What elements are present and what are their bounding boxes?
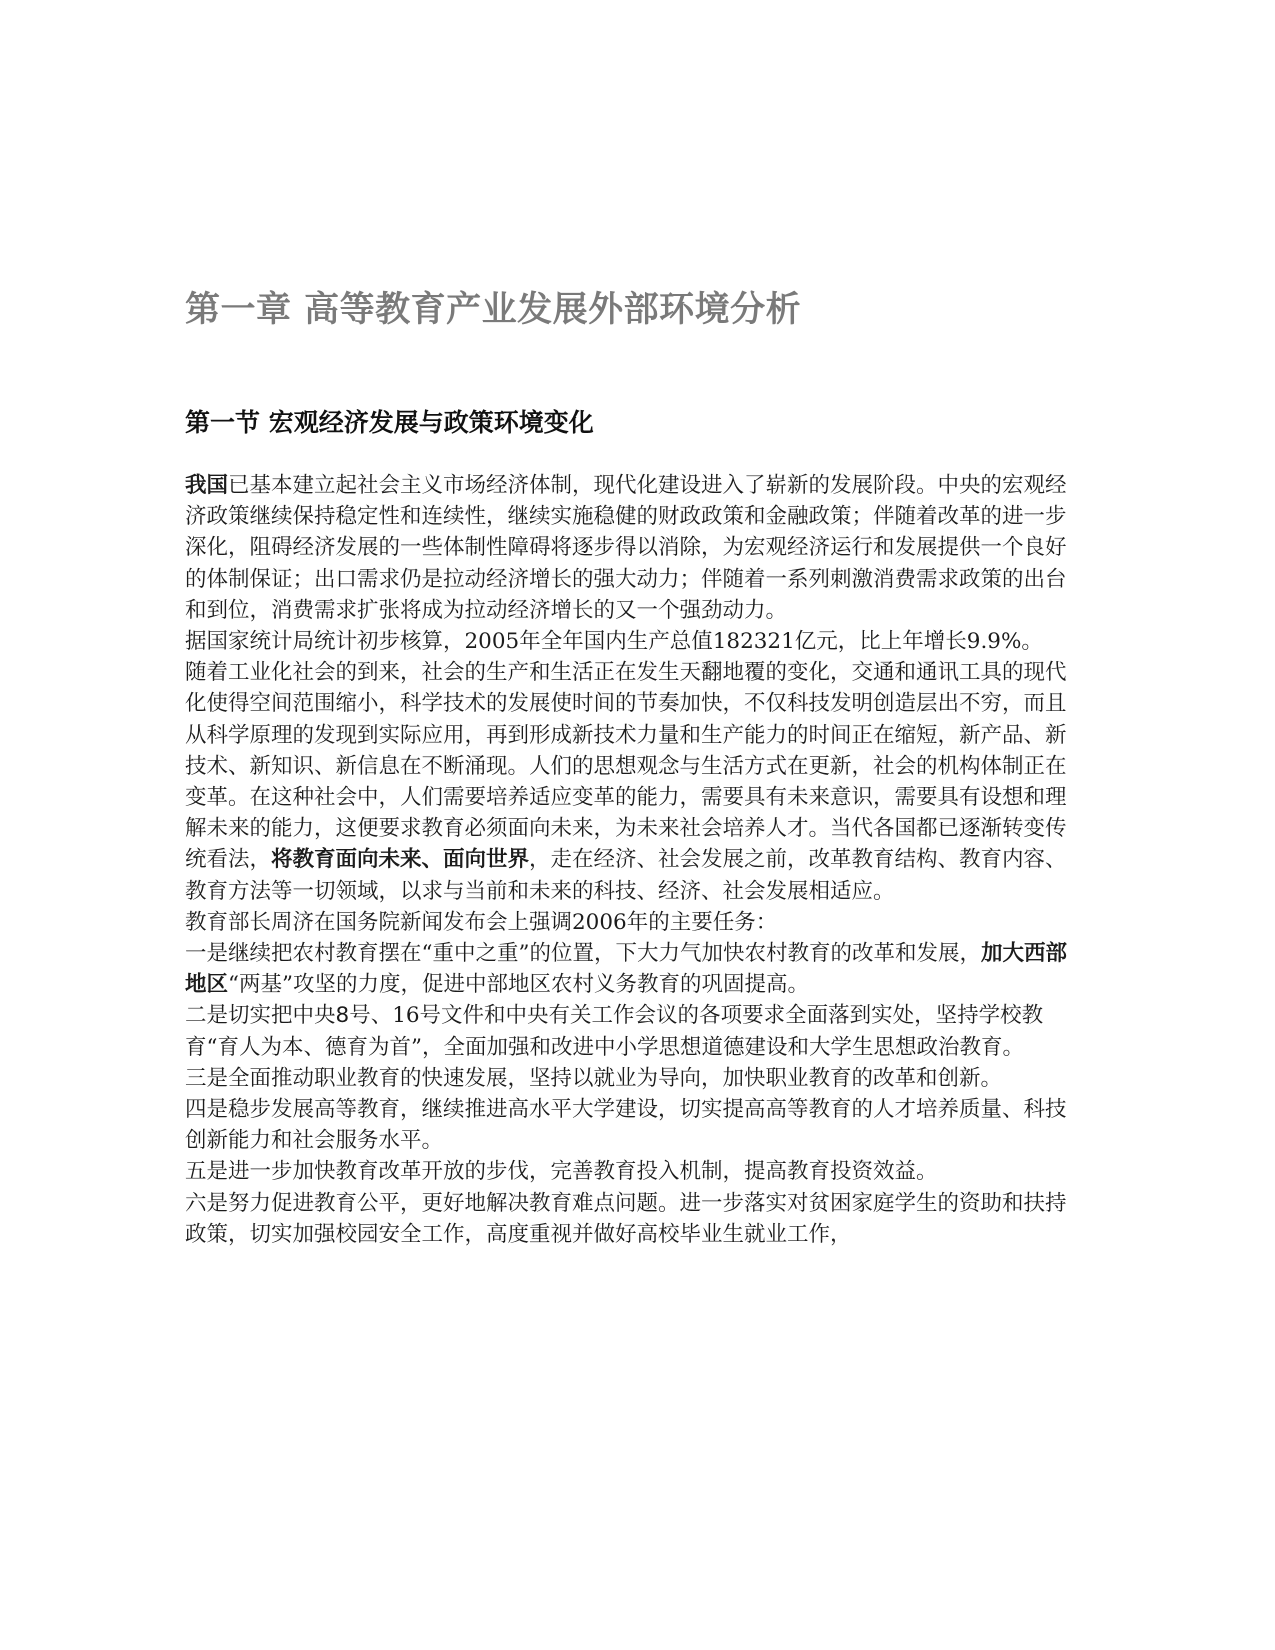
paragraph-text: 一是继续把农村教育摆在“重中之重”的位置，下大力气加快农村教育的改革和发展， — [185, 941, 981, 967]
task-item-1 — [185, 938, 1085, 1000]
task-item-5: 五是进一步加快教育改革开放的步伐，完善教育投入机制，提高教育投资效益。 — [185, 1159, 938, 1185]
paragraph-text: ，走在经济、社会发展之前，改革教育结构、教育内容、教育方法等一切领域，以求与当前和未来的科技、经济、社会发展相适应。 — [185, 847, 1067, 904]
paragraph-text: 二是切实把中央 — [185, 1003, 336, 1029]
task-item-6: 六是努力促进教育公平，更好地解决教育难点问题。进一步落实对贫困家庭学生的资助和扶持政策，切实加强校园安全工作，高度重视并做好高校毕业生就业工作， — [185, 1190, 1067, 1247]
paragraph-gdp: 据国家统计局统计初步核算，2005年全年国内生产总值182321亿元，比上年增长9.9%。 — [185, 629, 1043, 655]
paragraph-tasks-intro: 教育部长周济在国务院新闻发布会上强调2006年的主要任务： — [185, 909, 778, 935]
paragraph-text: 已基本建立起社会主义市场经济体制，现代化建设进入了崭新的发展阶段。中央的宏观经济政策继续保持稳定性和连续性，继续实施稳健的财政政策和金融政策；伴随着改革的进一步深化，阻碍经济发展的一些体制性障碍将逐步得以消除，为宏观经济运行和发展提供一个良好的体制保证；出口需求仍是拉动经济增长的强大动力；伴随着一系列刺激消费需求政策的出台和到位，消费需求扩张将成为拉动经济增长的又一个强劲动力。 — [185, 473, 1067, 623]
paragraph-economy — [185, 470, 1085, 626]
paragraph-industrialization — [185, 657, 1085, 907]
section-title: 第一节 宏观经济发展与政策环境变化 — [185, 408, 594, 437]
paragraph-text: 、16号文件和中央有关工作会议的各项要求全面落到实处，坚持学校教育“育人为本、德育为首”，全面加强和改进中小学思想道德建设和大学生思想政治教育。 — [185, 1003, 1044, 1060]
paragraph-lead: 我国 — [185, 473, 229, 498]
bold-phrase: 将教育面向未来、面向世界 — [271, 847, 530, 873]
bold-phrase: 加大西部地区 — [185, 941, 1068, 998]
body-text — [185, 470, 1085, 1250]
task-item-4: 四是稳步发展高等教育，继续推进高水平大学建设，切实提高高等教育的人才培养质量、科技创新能力和社会服务水平。 — [185, 1097, 1067, 1154]
paragraph-text: “两基”攻坚的力度，促进中部地区农村义务教育的巩固提高。 — [228, 972, 810, 998]
paragraph-text: 随着工业化社会的到来，社会的生产和生活正在发生天翻地覆的变化，交通和通讯工具的现代化使得空间范围缩小，科学技术的发展使时间的节奏加快，不仅科技发明创造层出不穷，而且从科学原理的发现到实际应用，再到形成新技术力量和生产能力的时间正在缩短，新产品、新技术、新知识、新信息在不断涌现。人们的思想观念与生活方式在更新，社会的机构体制正在变革。在这种社会中，人们需要培养适应变革的能力，需要具有未来意识，需要具有设想和理解未来的能力，这便要求教育必须面向未来，为未来社会培养人才。当代各国都已逐渐转变传统看法， — [185, 660, 1067, 873]
task-item-2 — [185, 1000, 1085, 1062]
task-item-3: 三是全面推动职业教育的快速发展，坚持以就业为导向，加快职业教育的改革和创新。 — [185, 1065, 1003, 1091]
bold-phrase: 8号 — [335, 1003, 371, 1029]
chapter-title: 第一章 高等教育产业发展外部环境分析 — [185, 290, 802, 330]
